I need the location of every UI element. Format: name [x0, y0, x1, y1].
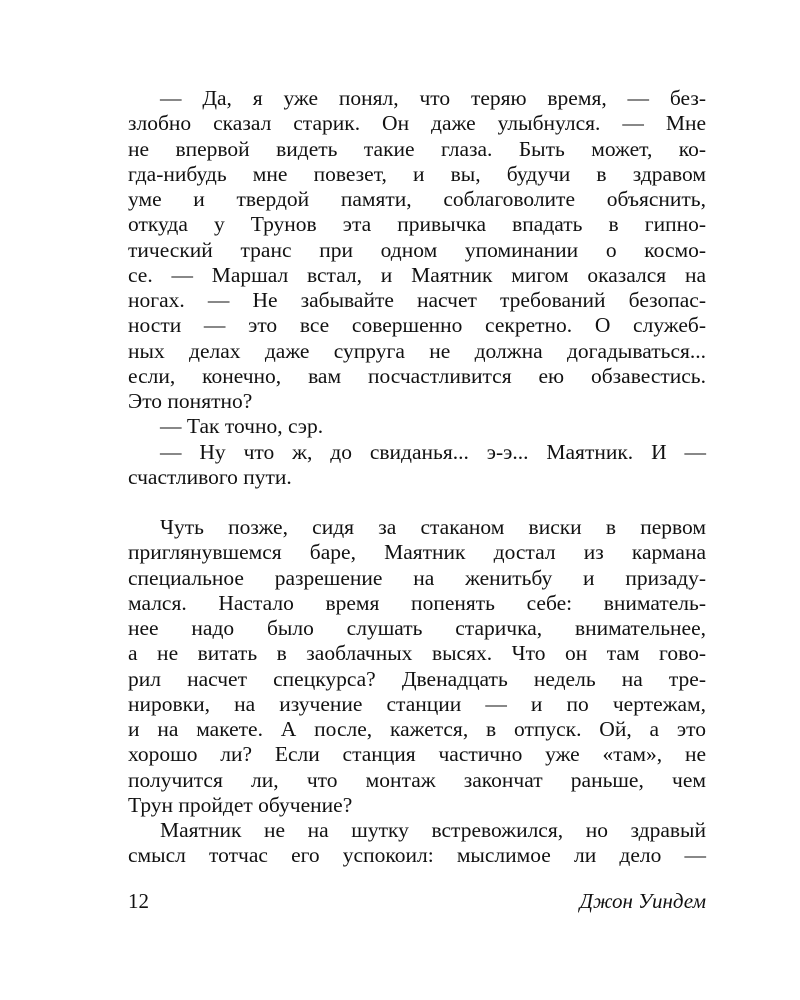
text-line: а не витать в заоблачных высях. Что он там гово- [128, 641, 706, 666]
text-line: и на макете. А после, кажется, в отпуск. Ой, а это [128, 717, 706, 741]
text-line: Трун пройдет обучение? [128, 792, 353, 817]
text-line: уме и твердой памяти, соблаговолите объяснить, [128, 187, 706, 211]
section-break [128, 490, 706, 515]
dialogue-line: — Ну что ж, до свиданья... э-э... Маятник. И — [160, 439, 706, 464]
text-line: рил насчет спецкурса? Двенадцать недель на тре- [128, 666, 706, 691]
text-line: ногах. — Не забывайте насчет требований безопас- [128, 288, 706, 312]
text-line: счастливого пути. [128, 464, 292, 489]
text-line: се. — Маршал встал, и Маятник мигом оказался на [128, 262, 706, 287]
dialogue-line: — Так точно, сэр. [160, 414, 324, 439]
text-line: получится ли, что монтаж закончат раньше, чем [128, 767, 706, 792]
text-line: хорошо ли? Если станция частично уже «там», не [128, 742, 706, 767]
text-line: смысл тотчас его успокоил: мыслимое ли дело — [128, 843, 706, 868]
text-line: Чуть позже, сидя за стаканом виски в первом [160, 515, 706, 539]
text-line: Маятник не на шутку встревожился, но здравый [160, 818, 706, 842]
main-text [128, 86, 706, 869]
text-line: тический транс при одном упоминании о космо- [128, 237, 706, 262]
text-line: нировки, на изучение станции — и по чертежам, [128, 691, 706, 716]
text-line: Это понятно? [128, 389, 253, 413]
text-line: если, конечно, вам посчастливится ею обзавестись. [128, 363, 706, 388]
text-line: откуда у Трунов эта привычка впадать в гипно- [128, 212, 706, 237]
text-line: — Да, я уже понял, что теряю время, — без- [160, 86, 706, 110]
text-line: не впервой видеть такие глаза. Быть может, ко- [128, 136, 706, 161]
text-line: нее надо было слушать старичка, внимательнее, [128, 616, 706, 640]
text-line: злобно сказал старик. Он даже улыбнулся. — Мне [128, 111, 706, 136]
text-line: гда-нибудь мне повезет, и вы, будучи в здравом [128, 161, 706, 186]
text-line: ности — это все совершенно секретно. О служеб- [128, 313, 706, 338]
text-line: мался. Настало время попенять себе: вниматель- [128, 590, 706, 615]
running-footer-author: Джон Уиндем [579, 889, 706, 913]
text-line: приглянувшемся баре, Маятник достал из кармана [128, 540, 706, 565]
text-line: ных делах даже супруга не должна догадываться... [128, 338, 706, 363]
page-number: 12 [128, 889, 149, 913]
text-line: специальное разрешение на женитьбу и призаду- [128, 565, 706, 590]
